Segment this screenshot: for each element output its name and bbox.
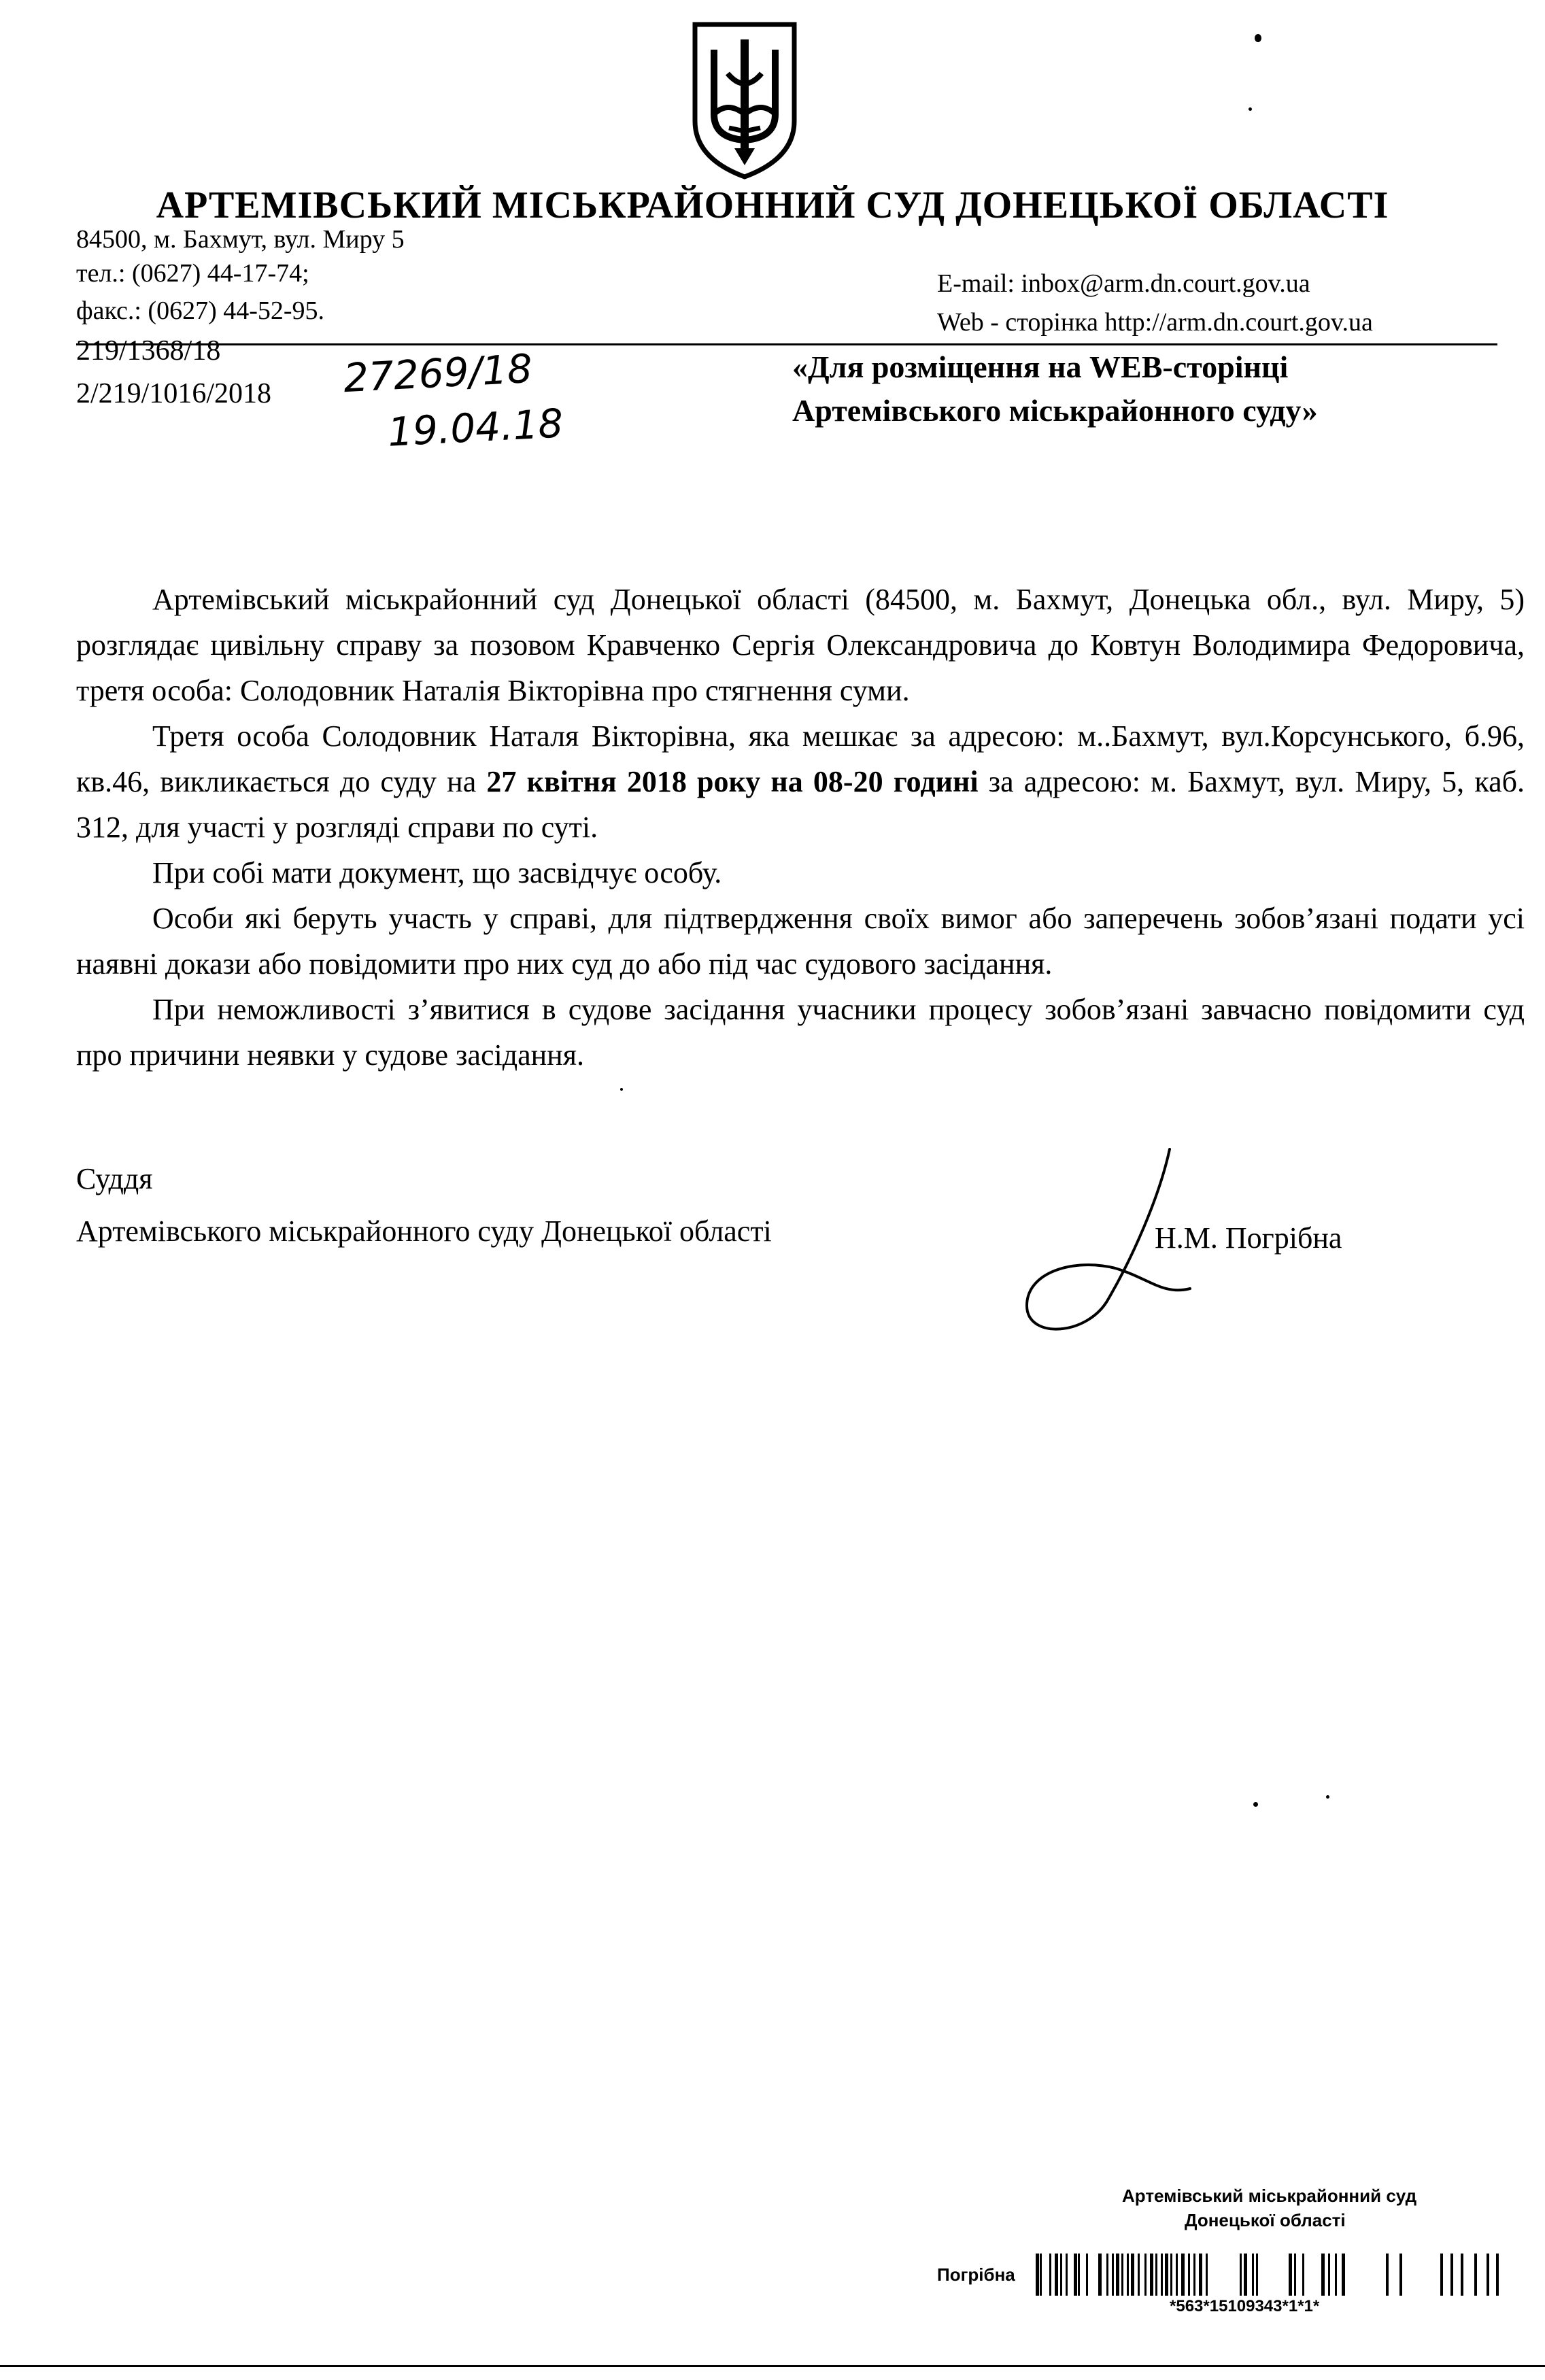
judge-role: Суддя bbox=[76, 1162, 153, 1195]
scan-speck bbox=[620, 1088, 623, 1091]
web-placement-note bbox=[792, 345, 1318, 432]
body-p2-end: за адресою: м. Бахмут, вул. Миру, 5, каб. 312, для участі у розгляді справи по суті. bbox=[76, 765, 1525, 844]
registry-stamp-line-2: Донецької області bbox=[1185, 2210, 1346, 2230]
body-paragraph-2 bbox=[76, 713, 1525, 850]
case-number-2: 2/219/1016/2018 bbox=[76, 378, 272, 409]
web-note-line-1: «Для розміщення на WEB-сторінці bbox=[792, 350, 1289, 384]
handwritten-registration: 27269/18 bbox=[342, 345, 534, 402]
case-number-1: 219/1368/18 bbox=[76, 335, 221, 367]
scan-speck bbox=[1253, 1802, 1258, 1807]
registry-stamp-label: Погрібна bbox=[937, 2264, 1015, 2285]
trident-emblem-icon bbox=[687, 19, 802, 182]
body-p2-start: Третя особа Солодовник Наталя Вікторівна, яка мешкає за адресою: м..Бахмут, вул.Корсунського, б.96, кв.46, викликається до суду на bbox=[76, 719, 1525, 798]
body-paragraph-1: Артемівський міськрайонний суд Донецької області (84500, м. Бахмут, Донецька обл., вул. Миру, 5) розглядає цивільну справу за позовом Кравченко Сергія Олександровича до Ковтун Володимира Федоровича, третя особа: Солодовник Наталія Вікторівна про стягнення суми. bbox=[76, 583, 1525, 707]
hearing-date: 27 квітня 2018 року на 08-20 годині bbox=[486, 765, 979, 798]
judge-name: Н.М. Погрібна bbox=[1155, 1221, 1342, 1255]
body-paragraph-4: Особи які беруть участь у справі, для підтвердження своїх вимог або заперечень зобов’язані подати усі наявні докази або повідомити про них суд до або під час судового засідання. bbox=[76, 902, 1525, 981]
judge-court: Артемівського міськрайонного суду Донецької області bbox=[76, 1214, 772, 1248]
body-paragraph-3: При собі мати документ, що засвідчує особу. bbox=[152, 856, 722, 889]
court-name-heading: АРТЕМІВСЬКИЙ МІСЬКРАЙОННИЙ СУД ДОНЕЦЬКОЇ ОБЛАСТІ bbox=[156, 184, 1389, 226]
web-note-line-2: Артемівського міськрайонного суду» bbox=[792, 393, 1318, 428]
scan-speck bbox=[1326, 1795, 1329, 1799]
court-address: 84500, м. Бахмут, вул. Миру 5 bbox=[76, 225, 405, 254]
registry-stamp-line-1: Артемівський міськрайонний суд bbox=[1122, 2186, 1417, 2206]
court-web: Web - сторінка http://arm.dn.court.gov.ua bbox=[937, 308, 1373, 337]
barcode-icon bbox=[1032, 2254, 1508, 2296]
court-email: E-mail: inbox@arm.dn.court.gov.ua bbox=[937, 269, 1310, 298]
letter-body bbox=[76, 577, 1525, 1078]
court-phone: тел.: (0627) 44-17-74; bbox=[76, 259, 309, 288]
bottom-edge-line bbox=[0, 2365, 1545, 2367]
court-fax: факс.: (0627) 44-52-95. bbox=[76, 296, 325, 325]
handwritten-date: 19.04.18 bbox=[386, 400, 564, 456]
body-paragraph-5: При неможливості з’явитися в судове засідання учасники процесу зобов’язані завчасно повідомити суд про причини неявки у судове засідання. bbox=[76, 993, 1525, 1072]
barcode-text: *563*15109343*1*1* bbox=[1170, 2297, 1320, 2315]
scan-speck bbox=[1249, 107, 1252, 111]
handwritten-signature-icon bbox=[1013, 1142, 1244, 1346]
scan-speck bbox=[1255, 34, 1261, 42]
